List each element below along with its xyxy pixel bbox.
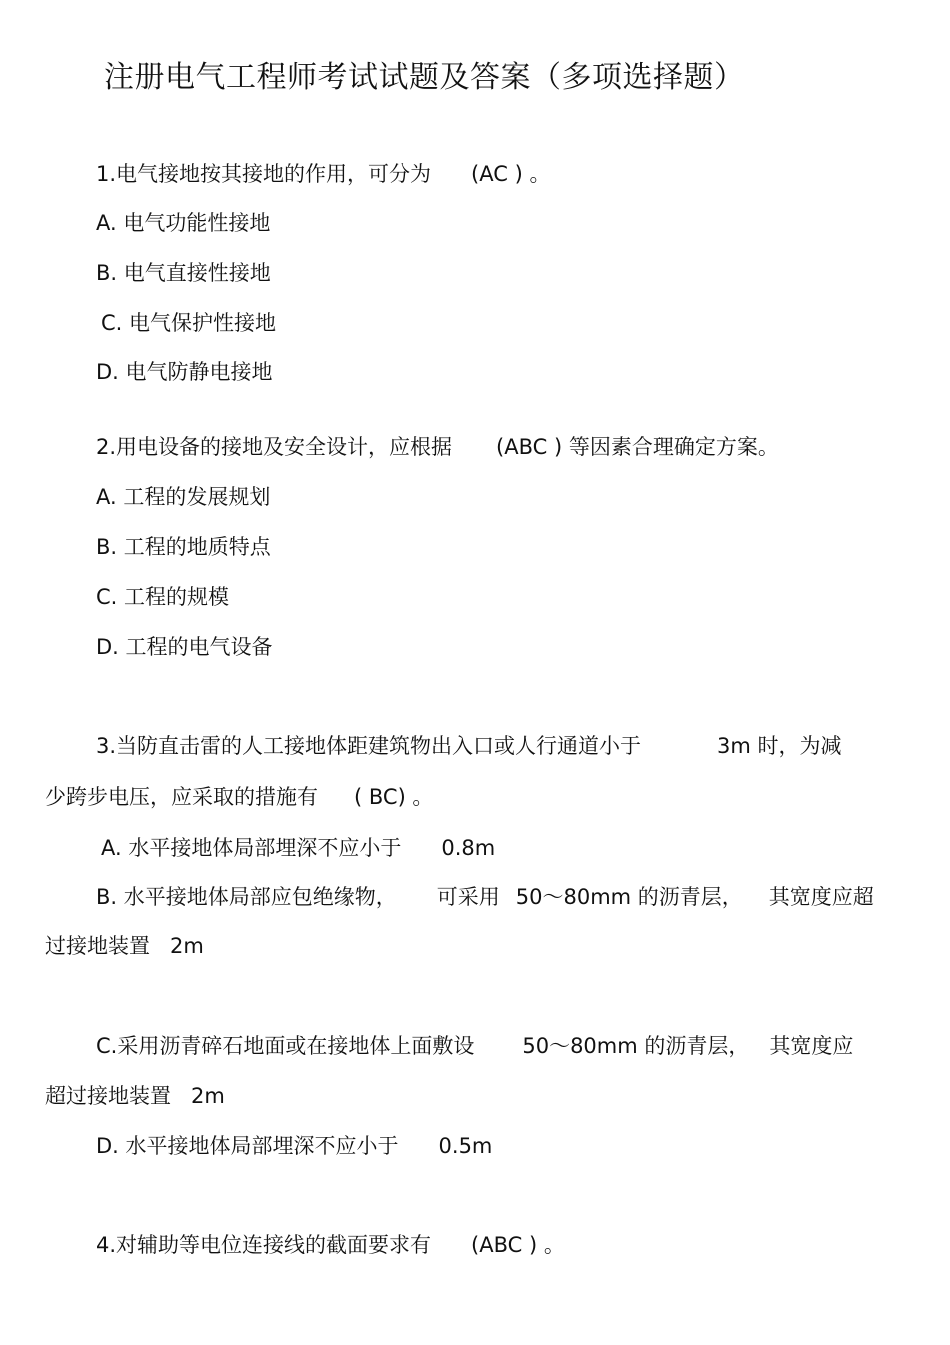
question-3-option-c-text-4: 超过接地装置: [45, 1084, 171, 1108]
question-3-option-c-line-2: [45, 1082, 225, 1110]
question-1-stem: [96, 160, 550, 188]
question-1-option-c: C. 电气保护性接地: [101, 311, 277, 335]
question-3-option-a-text: A. 水平接地体局部埋深不应小于: [101, 836, 402, 860]
question-3-text-1: 3.当防直击雷的人工接地体距建筑物出入口或人行通道小于: [96, 734, 642, 758]
question-1-option-a: A. 电气功能性接地: [96, 211, 271, 235]
question-3-option-d: [96, 1132, 492, 1160]
question-4-text: 4.对辅助等电位连接线的截面要求有: [96, 1233, 432, 1257]
question-3-text-3: 少跨步电压，应采取的措施有: [45, 785, 318, 809]
question-3-text-2: 3m 时，为减: [717, 734, 842, 758]
question-2-answer: (ABC ) 等因素合理确定方案。: [496, 435, 779, 459]
question-1-text: 1.电气接地按其接地的作用，可分为: [96, 162, 432, 186]
question-2-option-d: D. 工程的电气设备: [96, 635, 273, 659]
question-1-answer: (AC ) 。: [471, 162, 551, 186]
question-3-option-a-value: 0.8m: [441, 836, 496, 860]
question-3-option-d-value: 0.5m: [438, 1134, 493, 1158]
question-4-stem: [96, 1231, 565, 1259]
question-3-stem-line-2: [45, 783, 433, 811]
question-3-option-b-line-1: [96, 883, 874, 911]
question-3-option-c-line-1: [96, 1032, 853, 1060]
question-3-option-b-line-2: [45, 932, 204, 960]
question-2-option-c: C. 工程的规模: [96, 585, 230, 609]
question-2-stem: [96, 433, 779, 461]
question-3-option-b-text-5: 过接地装置: [45, 934, 150, 958]
question-3-option-c-text-1: C.采用沥青碎石地面或在接地体上面敷设: [96, 1034, 475, 1058]
page-title: 注册电气工程师考试试题及答案（多项选择题）: [104, 60, 745, 95]
question-3-answer: ( BC) 。: [354, 785, 434, 809]
question-3-option-a: [101, 834, 495, 862]
question-2-text: 2.用电设备的接地及安全设计，应根据: [96, 435, 453, 459]
question-3-option-d-text: D. 水平接地体局部埋深不应小于: [96, 1134, 399, 1158]
question-3-stem-line-1: [96, 732, 842, 760]
question-3-option-b-text-1: B. 水平接地体局部应包绝缘物，: [96, 885, 397, 909]
question-3-option-c-text-2: 50～80mm 的沥青层，: [522, 1034, 750, 1058]
question-3-option-b-text-2: 可采用: [436, 885, 500, 909]
question-2-option-b: B. 工程的地质特点: [96, 535, 271, 559]
question-3-option-b-text-3: 50～80mm 的沥青层，: [515, 885, 743, 909]
question-1-option-d: D. 电气防静电接地: [96, 360, 273, 384]
question-3-option-c-text-5: 2m: [191, 1084, 225, 1108]
question-1-option-b: B. 电气直接性接地: [96, 261, 271, 285]
question-3-option-c-text-3: 其宽度应: [769, 1034, 854, 1058]
question-4-answer: (ABC ) 。: [471, 1233, 565, 1257]
question-2-option-a: A. 工程的发展规划: [96, 485, 271, 509]
question-3-option-b-text-4: 其宽度应超: [768, 885, 874, 909]
question-3-option-b-text-6: 2m: [170, 934, 204, 958]
